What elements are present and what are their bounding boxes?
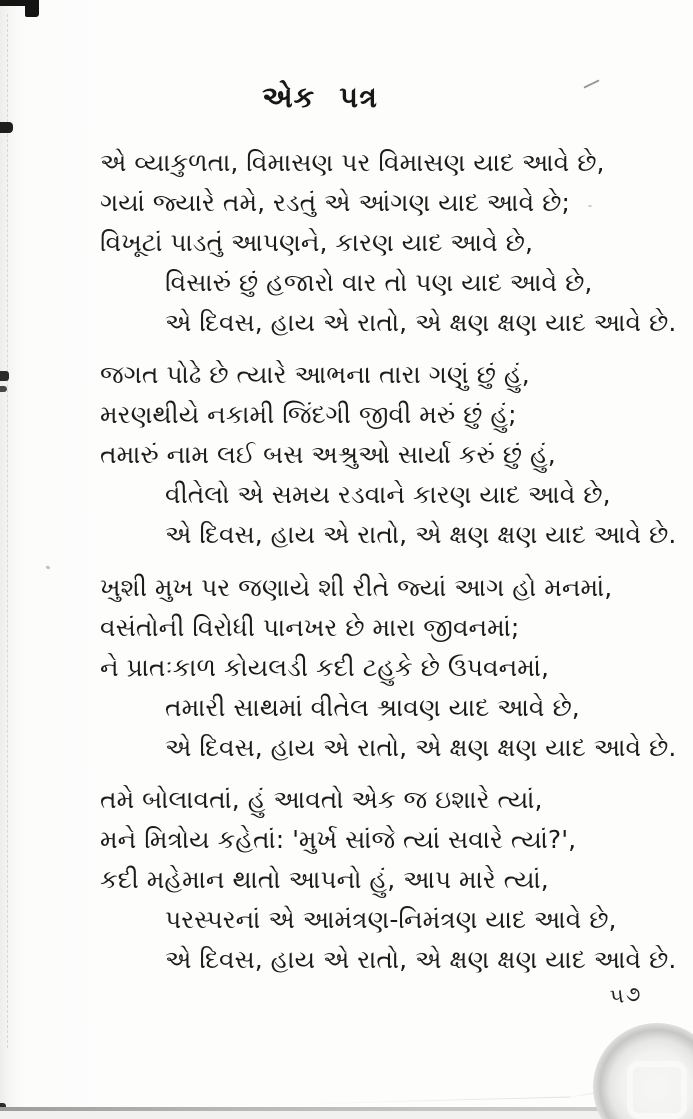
poem-stanza-2 — [100, 355, 677, 555]
scan-artifact-left-dash — [0, 122, 13, 133]
scan-artifact-bottom-edge-line — [0, 1107, 693, 1111]
poem-title: એક પત્ર — [262, 80, 378, 114]
poem-line: એ દિવસ, હાય એ રાતો, એ ક્ષણ ક્ષણ યાદ આવે છે. — [165, 520, 677, 549]
scan-artifact-top-right-mark — [583, 79, 599, 88]
page-curl-highlight — [627, 1061, 687, 1119]
poem-line: મરણથીયે નકામી જિંદગી જીવી મરું છું હું; — [100, 400, 517, 429]
poem-line: મને મિત્રોય કહેતાં: 'મુર્ખ સાંજે ત્યાં સવારે ત્યાં?', — [100, 825, 577, 854]
poem-line: તમારું નામ લઈ બસ અશ્રુઓ સાર્યા કરું છું હું, — [100, 440, 556, 469]
poem-line: તમે બોલાવતાં, હું આવતો એક જ ઇશારે ત્યાં, — [100, 785, 543, 814]
poem-line: ગયાં જ્યારે તમે, રડતું એ આંગણ યાદ આવે છે; — [100, 188, 570, 217]
poem-line: પરસ્પરનાં એ આમંત્રણ-નિમંત્રણ યાદ આવે છે, — [165, 905, 617, 934]
poem-line: વિખૂટાં પાડતું આપણને, કારણ યાદ આવે છે, — [100, 228, 533, 257]
poem-line: એ વ્યાકુળતા, વિમાસણ પર વિમાસણ યાદ આવે છે, — [100, 148, 605, 177]
poem-line: વસંતોની વિરોધી પાનખર છે મારા જીવનમાં; — [100, 613, 520, 642]
poem-line: ખુશી મુખ પર જણાયે શી રીતે જ્યાં આગ હો મનમાં, — [100, 573, 613, 602]
scan-artifact-bottom-strip — [0, 1110, 693, 1119]
scan-artifact-left-dotted-line — [7, 14, 8, 1048]
poem-stanza-1 — [100, 143, 677, 343]
poem-line: તમારી સાથમાં વીતેલ શ્રાવણ યાદ આવે છે, — [165, 693, 580, 722]
poem-line: એ દિવસ, હાય એ રાતો, એ ક્ષણ ક્ષણ યાદ આવે છે. — [165, 945, 677, 974]
poem-line: કદી મહેમાન થાતો આપનો હું, આપ મારે ત્યાં, — [100, 865, 549, 894]
page-number: ૫૭ — [608, 981, 644, 1009]
scan-artifact-left-dash — [0, 371, 9, 381]
poem-line: ને પ્રાતઃકાળ કોયલડી કદી ટહુકે છે ઉપવનમાં, — [100, 653, 549, 682]
scan-speck — [46, 565, 51, 570]
page-curl — [593, 1023, 693, 1119]
poem-stanza-4 — [100, 780, 677, 980]
scan-artifact-faint-diagonal — [300, 1096, 570, 1104]
poem-line: એ દિવસ, હાય એ રાતો, એ ક્ષણ ક્ષણ યાદ આવે છે. — [165, 733, 677, 762]
scan-artifact-top-left-hook — [25, 0, 39, 17]
poem-line: જગત પોઢે છે ત્યારે આભના તારા ગણું છું હું, — [100, 360, 530, 389]
poem-line: એ દિવસ, હાય એ રાતો, એ ક્ષણ ક્ષણ યાદ આવે છે. — [165, 308, 677, 337]
poem-line: વીતેલો એ સમય રડવાને કારણ યાદ આવે છે, — [165, 480, 611, 509]
poem-line: વિસારું છું હજારો વાર તો પણ યાદ આવે છે, — [165, 268, 593, 297]
poem-stanza-3 — [100, 568, 677, 768]
scan-artifact-left-dash — [0, 386, 7, 392]
